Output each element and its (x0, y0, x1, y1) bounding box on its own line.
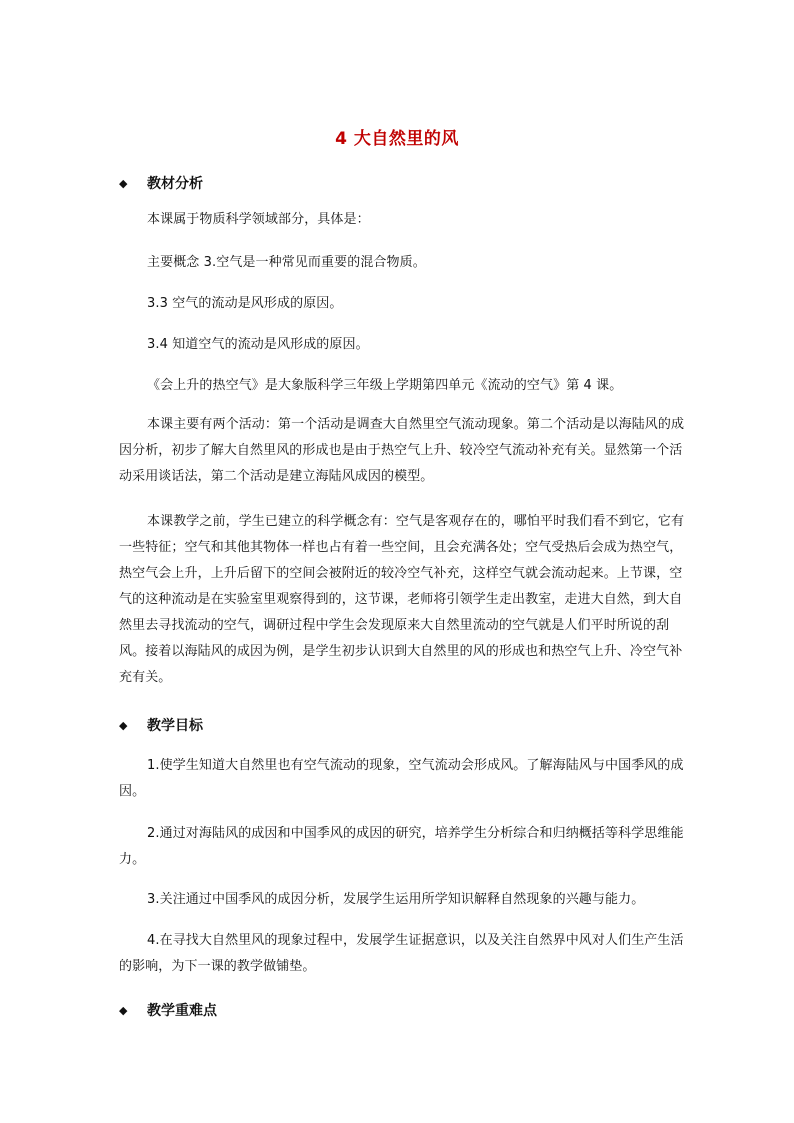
paragraph: 本课教学之前，学生已建立的科学概念有：空气是客观存在的，哪怕平时我们看不到它，它有一些特征；空气和其他其物体一样也占有着一些空间，且会充满各处；空气受热后会成为热空气，热空气会上升，上升后留下的空间会被附近的较冷空气补充，这样空气就会流动起来。上节课，空气的这种流动是在实验室里观察得到的，这节课，老师将引领学生走出教室，走进大自然，到大自然里去寻找流动的空气，调研过程中学生会发现原来大自然里流动的空气就是人们平时所说的刮风。接着以海陆风的成因为例，是学生初步认识到大自然里的风的形成也和热空气上升、冷空气补充有关。 (119, 514, 685, 685)
section-heading-goals (119, 715, 203, 735)
paragraph: 本课主要有两个活动：第一个活动是调查大自然里空气流动现象。第二个活动是以海陆风的成因分析，初步了解大自然里风的形成也是由于热空气上升、较冷空气流动补充有关。显然第一个活动采用谈话法，第二个活动是建立海陆风成因的模型。 (119, 417, 685, 484)
section-heading-text: 教学目标 (147, 718, 203, 734)
paragraph: 主要概念 3.空气是一种常见而重要的混合物质。 (147, 255, 426, 270)
paragraph: 3.4 知道空气的流动是风形成的原因。 (147, 337, 369, 352)
section-heading-text: 教学重难点 (147, 1003, 217, 1019)
section-heading-analysis (119, 173, 203, 193)
paragraph: 4.在寻找大自然里风的现象过程中，发展学生证据意识，以及关注自然界中风对人们生产生活的影响，为下一课的教学做铺垫。 (119, 933, 684, 974)
section-heading-key-points (119, 1000, 217, 1020)
paragraph: 1.使学生知道大自然里也有空气流动的现象，空气流动会形成风。了解海陆风与中国季风的成因。 (119, 758, 684, 799)
diamond-bullet-icon: ◆ (119, 176, 128, 190)
document-title: 4 大自然里的风 (335, 129, 459, 149)
paragraph: 2.通过对海陆风的成因和中国季风的成因的研究，培养学生分析综合和归纳概括等科学思维能力。 (119, 826, 684, 867)
paragraph: 《会上升的热空气》是大象版科学三年级上学期第四单元《流动的空气》第 4 课。 (147, 378, 623, 393)
paragraph: 3.关注通过中国季风的成因分析，发展学生运用所学知识解释自然现象的兴趣与能力。 (147, 892, 645, 907)
section-heading-text: 教材分析 (147, 176, 203, 192)
paragraph: 3.3 空气的流动是风形成的原因。 (147, 296, 343, 311)
paragraph: 本课属于物质科学领域部分，具体是： (147, 212, 370, 227)
diamond-bullet-icon: ◆ (119, 718, 128, 732)
diamond-bullet-icon: ◆ (119, 1003, 128, 1017)
